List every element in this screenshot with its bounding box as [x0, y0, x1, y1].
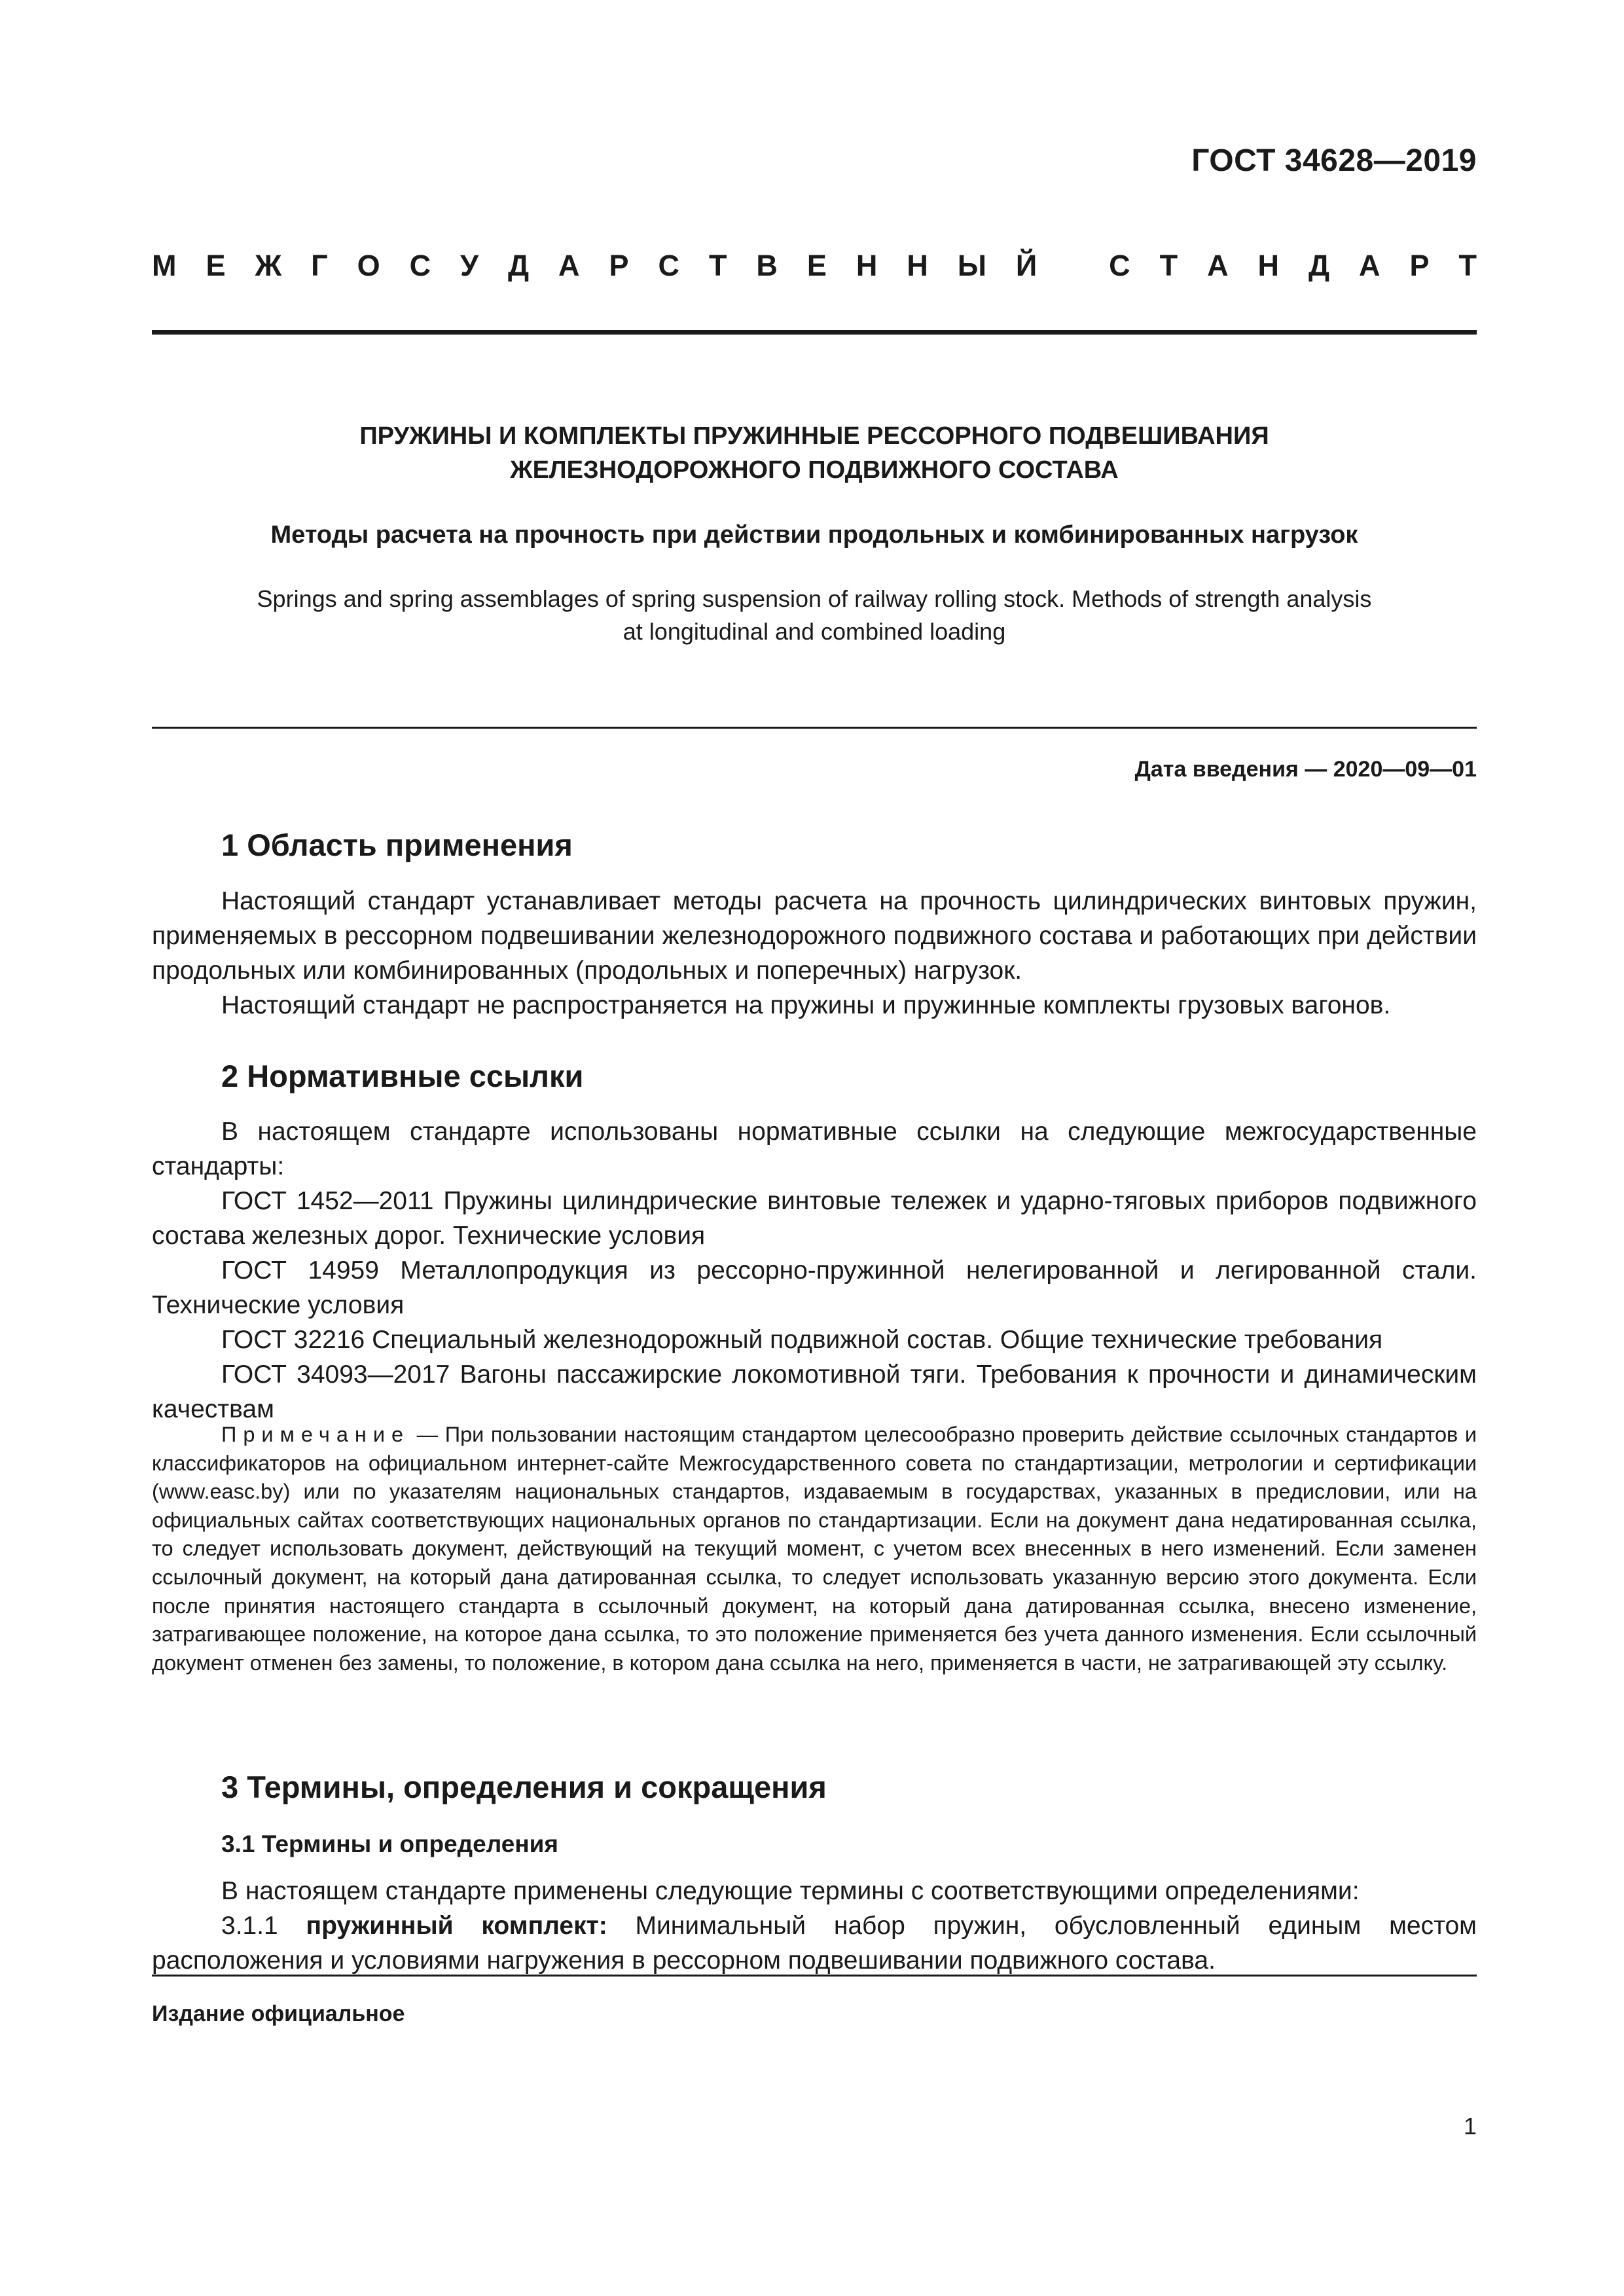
interstate-letter: Д	[508, 249, 530, 282]
interstate-letter: Т	[708, 249, 727, 282]
interstate-letter: Е	[806, 249, 827, 282]
title-rule	[152, 727, 1477, 729]
interstate-letter: Н	[1257, 249, 1280, 282]
note-label: Примечание	[221, 1423, 410, 1446]
section-3-heading: 3 Термины, определения и сокращения	[221, 1770, 827, 1804]
interstate-letter: Т	[1458, 249, 1477, 282]
english-title	[152, 583, 1477, 648]
footer-rule	[152, 1975, 1477, 1977]
document-subtitle: Методы расчета на прочность при действии продольных и комбинированных нагрузок	[270, 521, 1358, 549]
section-2-heading: 2 Нормативные ссылки	[221, 1059, 584, 1093]
reference-item: ГОСТ 14959 Металлопродукция из рессорно-пружинной нелегированной и легированной стали. Технические условия	[152, 1256, 1477, 1319]
section-3-1-heading: 3.1 Термины и определения	[221, 1831, 559, 1857]
interstate-letter: А	[1207, 249, 1229, 282]
interstate-letter: Р	[609, 249, 629, 282]
interstate-letter: Н	[856, 249, 878, 282]
interstate-letter: С	[1109, 249, 1130, 282]
english-title-line-1: Springs and spring assemblages of spring suspension of railway rolling stock. Methods of strength analysis	[257, 585, 1372, 612]
section-2-paragraph-1: В настоящем стандарте использованы нормативные ссылки на следующие межгосударственные стандарты:	[152, 1118, 1477, 1180]
section-2-body	[152, 1114, 1477, 1427]
section-1-body	[152, 884, 1477, 1023]
interstate-letter: В	[756, 249, 778, 282]
header-rule	[152, 330, 1477, 335]
document-title	[152, 419, 1477, 487]
interstate-letter: Ж	[255, 249, 282, 282]
interstate-letter: М	[152, 249, 177, 282]
interstate-letter: Т	[1159, 249, 1178, 282]
section-3-paragraph-1: В настоящем стандарте применены следующие термины с соответствующими определениями:	[221, 1877, 1360, 1905]
interstate-letter: А	[1359, 249, 1380, 282]
note-text: — При пользовании настоящим стандартом целесообразно проверить действие ссылочных стандартов и классификаторов на официальном интернет-сайте Межгосударственного совета по стандартизации, метрологии и сертификации (www.easc.by) или по указателям национальных стандартов, издаваемым в государствах, указанных в предисловии, или на официальных сайтах соответствующих национальных органов по стандартизации. Если на документ дана недатированная ссылка, то следует использовать документ, действующий на текущий момент, с учетом всех внесенных в него изменений. Если заменен ссылочный документ, на который дана датированная ссылка, то следует использовать указанную версию этого документа. Если после принятия настоящего стандарта в ссылочный документ, на который дана датированная ссылка, внесено изменение, затрагивающее положение, на которое дана ссылка, то это положение применяется без учета данного изменения. Если ссылочный документ отменен без замены, то положение, в котором дана ссылка на него, применяется в части, не затрагивающей эту ссылку.	[152, 1423, 1477, 1675]
interstate-letter: С	[658, 249, 679, 282]
interstate-letter: Р	[1409, 249, 1430, 282]
interstate-letter: Е	[206, 249, 226, 282]
interstate-letter	[1066, 249, 1079, 283]
interstate-letter: А	[558, 249, 580, 282]
interstate-letter: О	[357, 249, 380, 282]
reference-item: ГОСТ 34093—2017 Вагоны пассажирские локомотивной тяги. Требования к прочности и динамическим качествам	[152, 1360, 1477, 1423]
page-number: 1	[1463, 2113, 1477, 2140]
introduction-date: Дата введения — 2020—09—01	[1134, 757, 1477, 782]
interstate-letter: Ы	[957, 249, 986, 282]
interstate-letter: Й	[1015, 249, 1038, 282]
interstate-letter: Г	[311, 249, 328, 282]
interstate-letter: Д	[1308, 249, 1330, 282]
title-line-2: ЖЕЛЕЗНОДОРОЖНОГО ПОДВИЖНОГО СОСТАВА	[510, 456, 1119, 484]
reference-note	[152, 1421, 1477, 1677]
reference-item: ГОСТ 1452—2011 Пружины цилиндрические винтовые тележек и ударно-тяговых приборов подвижного состава железных дорог. Технические условия	[152, 1187, 1477, 1250]
section-1-paragraph-2: Настоящий стандарт не распространяется на пружины и пружинные комплекты грузовых вагонов.	[221, 991, 1391, 1019]
term-number: 3.1.1	[221, 1912, 306, 1940]
interstate-standard-label	[152, 249, 1477, 283]
interstate-letter: У	[460, 249, 479, 282]
english-title-line-2: at longitudinal and combined loading	[623, 618, 1006, 645]
term-text: Минимальный набор пружин, обусловленный единым местом расположения и условиями нагружения в рессорном подвешивании подвижного состава.	[152, 1912, 1477, 1975]
reference-item: ГОСТ 32216 Специальный железнодорожный подвижной состав. Общие технические требования	[221, 1326, 1383, 1354]
interstate-letter: Н	[907, 249, 928, 282]
term-name: пружинный комплект:	[306, 1912, 607, 1940]
title-line-1: ПРУЖИНЫ И КОМПЛЕКТЫ ПРУЖИННЫЕ РЕССОРНОГО ПОДВЕШИВАНИЯ	[359, 422, 1269, 450]
section-3-body	[152, 1874, 1477, 1978]
section-1-heading: 1 Область применения	[221, 828, 573, 862]
interstate-letter: С	[409, 249, 431, 282]
section-1-paragraph-1: Настоящий стандарт устанавливает методы расчета на прочность цилиндрических винтовых пружин, применяемых в рессорном подвешивании железнодорожного подвижного состава и работающих при действии продольных или комбинированных (продольных и поперечных) нагрузок.	[152, 887, 1477, 985]
standard-number: ГОСТ 34628—2019	[1191, 143, 1477, 178]
term-definition	[152, 1908, 1477, 1978]
official-edition-label: Издание официальное	[152, 2001, 405, 2026]
